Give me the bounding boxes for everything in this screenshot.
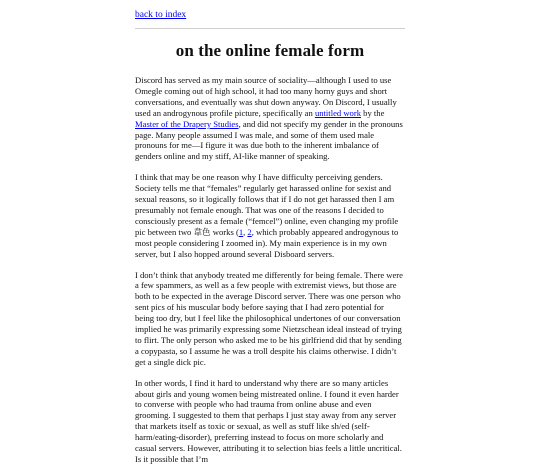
paragraph-3: I don’t think that anybody treated me differently for being female. There were a few spammers, as well as a few people with extremist views, but those are both to be expected in the average Discord server. There was one person who sent pics of his muscular body before saying that I had zero potential for being too dry, but I feel like the philosophical undertones of our conversation implied he was primarily expressing some Nietzschean ideal instead of trying to flirt. The only person who asked me to be his girlfriend did that by sending a copypasta, so I assume he was a troll despite his claims otherwise. I didn’t get a single dick pic. [135, 269, 403, 367]
paragraph-1 [135, 75, 405, 162]
paragraph-2-text-b: , [243, 226, 248, 237]
work-link-1[interactable]: 1 [238, 226, 244, 237]
paragraph-2 [135, 172, 405, 259]
paragraph-1-text-c: , and did not specify my gender in the pronouns page. Many people assumed I was male, and some of them used male pronouns for me—I figure it was due both to the inherent imbalance of genders online and my stiff, AI-like manner of speaking. [135, 118, 403, 162]
divider [135, 28, 405, 29]
paragraph-4: In other words, I find it hard to understand why there are so many articles about girls and young women being mistreated online. I found it even harder to converse with people who had trauma from online abuse and even grooming. I suggested to them that perhaps I just stay away from any server that markets itself as toxic or sexual, as well as stuff like sh/ed (self-harm/eating-disorder), preferring instead to focus on more scholarly and casual servers. However, attributing it to selection bias feels a little uncritical. Is it possible that I’m [135, 377, 402, 464]
untitled-work-link[interactable]: untitled work [314, 107, 362, 118]
paragraph-2-text-a: I think that may be one reason why I have difficulty perceiving genders. Society tells me that “females” regularly get harassed online for sexist and sexual reasons, so it logically follows that if I do not get harassed then I am presumably not female enough. That was one of the reasons I decided to consciously present as a female (“femcel”) online, even changing my profile pic between two 韋色 works ( [135, 172, 399, 237]
paragraph-1-text-b: by the [361, 107, 385, 118]
back-to-index-link[interactable]: back to index [135, 10, 187, 20]
paragraph-1-text-a: Discord has served as my main source of sociality—although I used to use Omegle coming out of high school, it had too many horny guys and short conversations, and eventually was shut down anyway. On Discord, I usually used an androgynous profile picture, specifically an [135, 75, 397, 118]
work-link-2[interactable]: 2 [247, 226, 252, 237]
page-content [135, 0, 405, 475]
page-title: on the online female form [175, 41, 365, 60]
master-drapery-studies-link[interactable]: Master of the Drapery Studies [135, 118, 239, 129]
paragraph-2-text-c: , which probably appeared androgynous to most people considering I zoomed in). My main experience is in my own server, but I also hopped around several Disboard servers. [135, 226, 399, 259]
